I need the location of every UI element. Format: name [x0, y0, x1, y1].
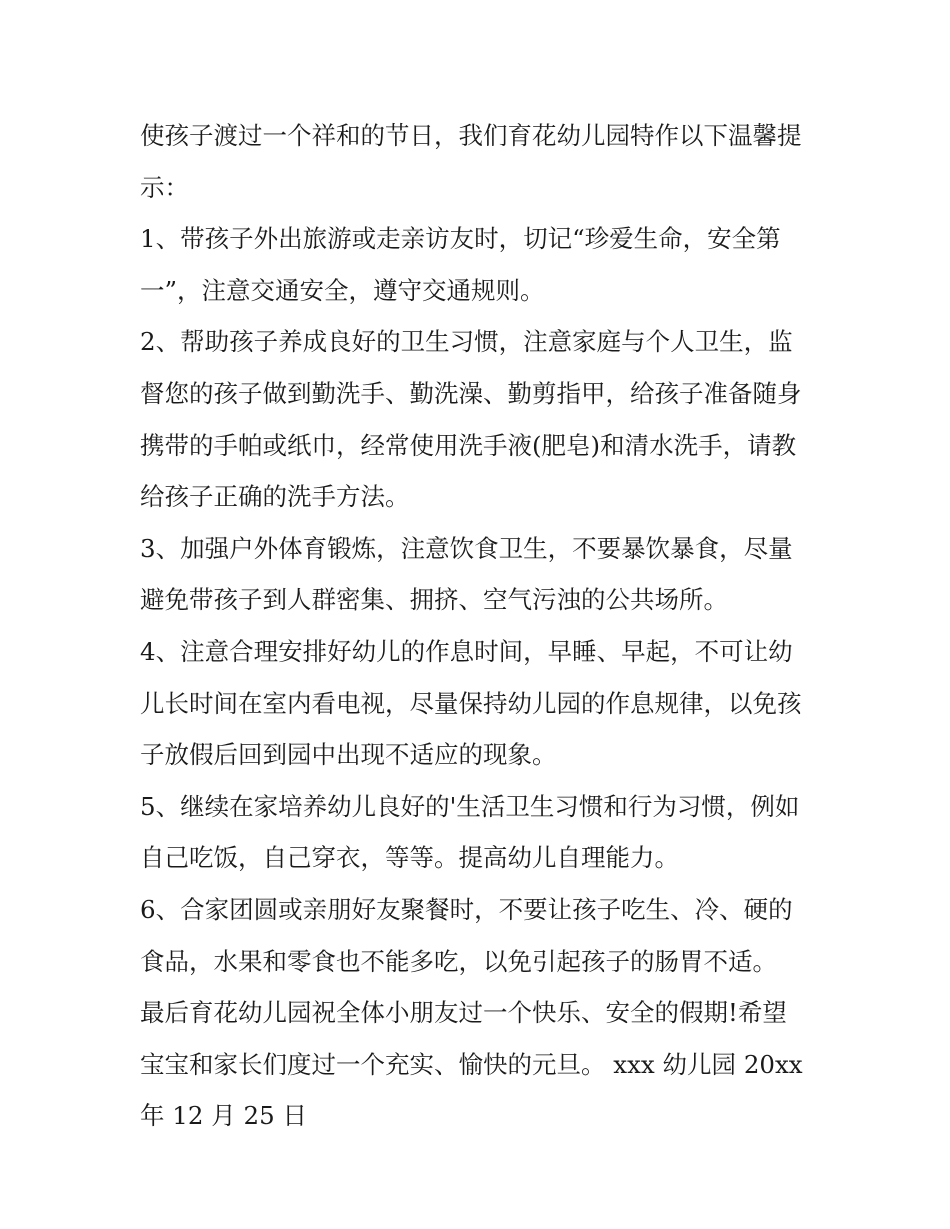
body-line: 避免带孩子到人群密集、拥挤、空气污浊的公共场所。 [140, 585, 728, 615]
document-body [140, 110, 820, 1142]
body-line: 携带的手帕或纸巾，经常使用洗手液(肥皂)和清水洗手，请教 [140, 430, 797, 460]
body-line: 6、合家团圆或亲朋好友聚餐时，不要让孩子吃生、冷、硬的 [140, 894, 793, 924]
body-line: 一”，注意交通安全，遵守交通规则。 [140, 275, 545, 305]
body-line: 3、加强户外体育锻炼，注意饮食卫生，不要暴饮暴食，尽量 [140, 533, 793, 563]
body-line: 自己吃饭，自己穿衣，等等。提高幼儿自理能力。 [140, 843, 679, 873]
body-line: 年 12 月 25 日 [140, 1101, 308, 1131]
body-line: 最后育花幼儿园祝全体小朋友过一个快乐、安全的假期!希望 [140, 998, 787, 1028]
body-line: 使孩子渡过一个祥和的节日，我们育花幼儿园特作以下温馨提 [140, 121, 802, 150]
body-line: 4、注意合理安排好幼儿的作息时间，早睡、早起，不可让幼 [140, 636, 793, 666]
body-line: 5、继续在家培养幼儿良好的'生活卫生习惯和行为习惯，例如 [140, 791, 800, 821]
body-line: 儿长时间在室内看电视，尽量保持幼儿园的作息规律，以免孩 [140, 688, 802, 718]
body-line: 食品，水果和零食也不能多吃，以免引起孩子的肠胃不适。 [140, 946, 777, 976]
body-line: 给孩子正确的洗手方法。 [140, 482, 410, 512]
body-line: 宝宝和家长们度过一个充实、愉快的元旦。 xxx 幼儿园 20xx [140, 1049, 803, 1079]
body-line: 子放假后回到园中出现不适应的现象。 [140, 740, 557, 770]
body-line: 1、带孩子外出旅游或走亲访友时，切记“珍爱生命，安全第 [140, 224, 781, 254]
body-line: 2、帮助孩子养成良好的卫生习惯，注意家庭与个人卫生，监 [140, 327, 793, 357]
body-line: 示： [140, 172, 189, 202]
body-line: 督您的孩子做到勤洗手、勤洗澡、勤剪指甲，给孩子准备随身 [140, 378, 802, 408]
